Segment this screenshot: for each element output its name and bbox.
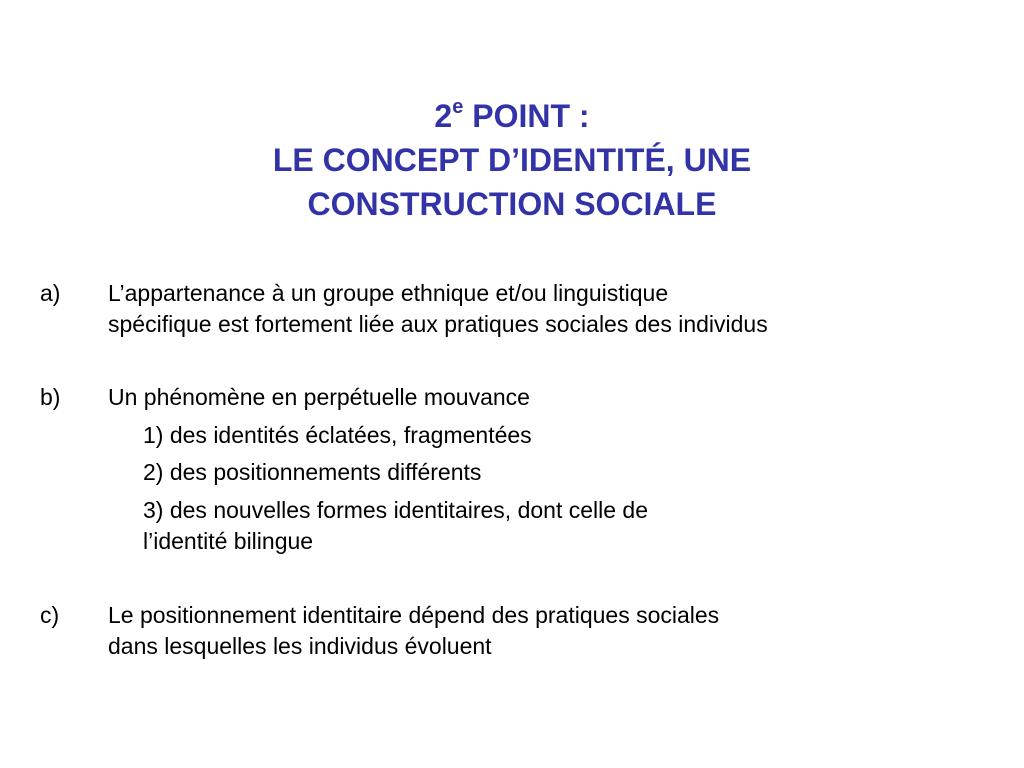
sub-item-3-line-2: l’identité bilingue [143,528,314,554]
sub-item-3-line-1: 3) des nouvelles formes identitaires, dont celle de [143,497,649,523]
title-number: 2 [434,98,453,134]
sub-item-2: 2) des positionnements différents [143,459,482,485]
title-line-3: CONSTRUCTION SOCIALE [307,186,717,222]
list-item-text-line: Un phénomène en perpétuelle mouvance [108,384,530,410]
list-item-label: c) [40,602,60,628]
title-line-2: LE CONCEPT D’IDENTITÉ, UNE [272,142,752,178]
list-item-label: b) [40,384,61,410]
title-point-label: POINT : [463,98,590,134]
sub-item-1: 1) des identités éclatées, fragmentées [143,422,532,448]
list-item-text-line: Le positionnement identitaire dépend des pratiques sociales [108,602,720,628]
list-item-text-line: L’appartenance à un groupe ethnique et/ou linguistique [108,280,669,306]
title-superscript: e [452,96,464,119]
list-item-text-line: spécifique est fortement liée aux pratiques sociales des individus [108,311,768,337]
list-item-text-line: dans lesquelles les individus évoluent [108,633,492,659]
list-item-label: a) [40,280,61,306]
